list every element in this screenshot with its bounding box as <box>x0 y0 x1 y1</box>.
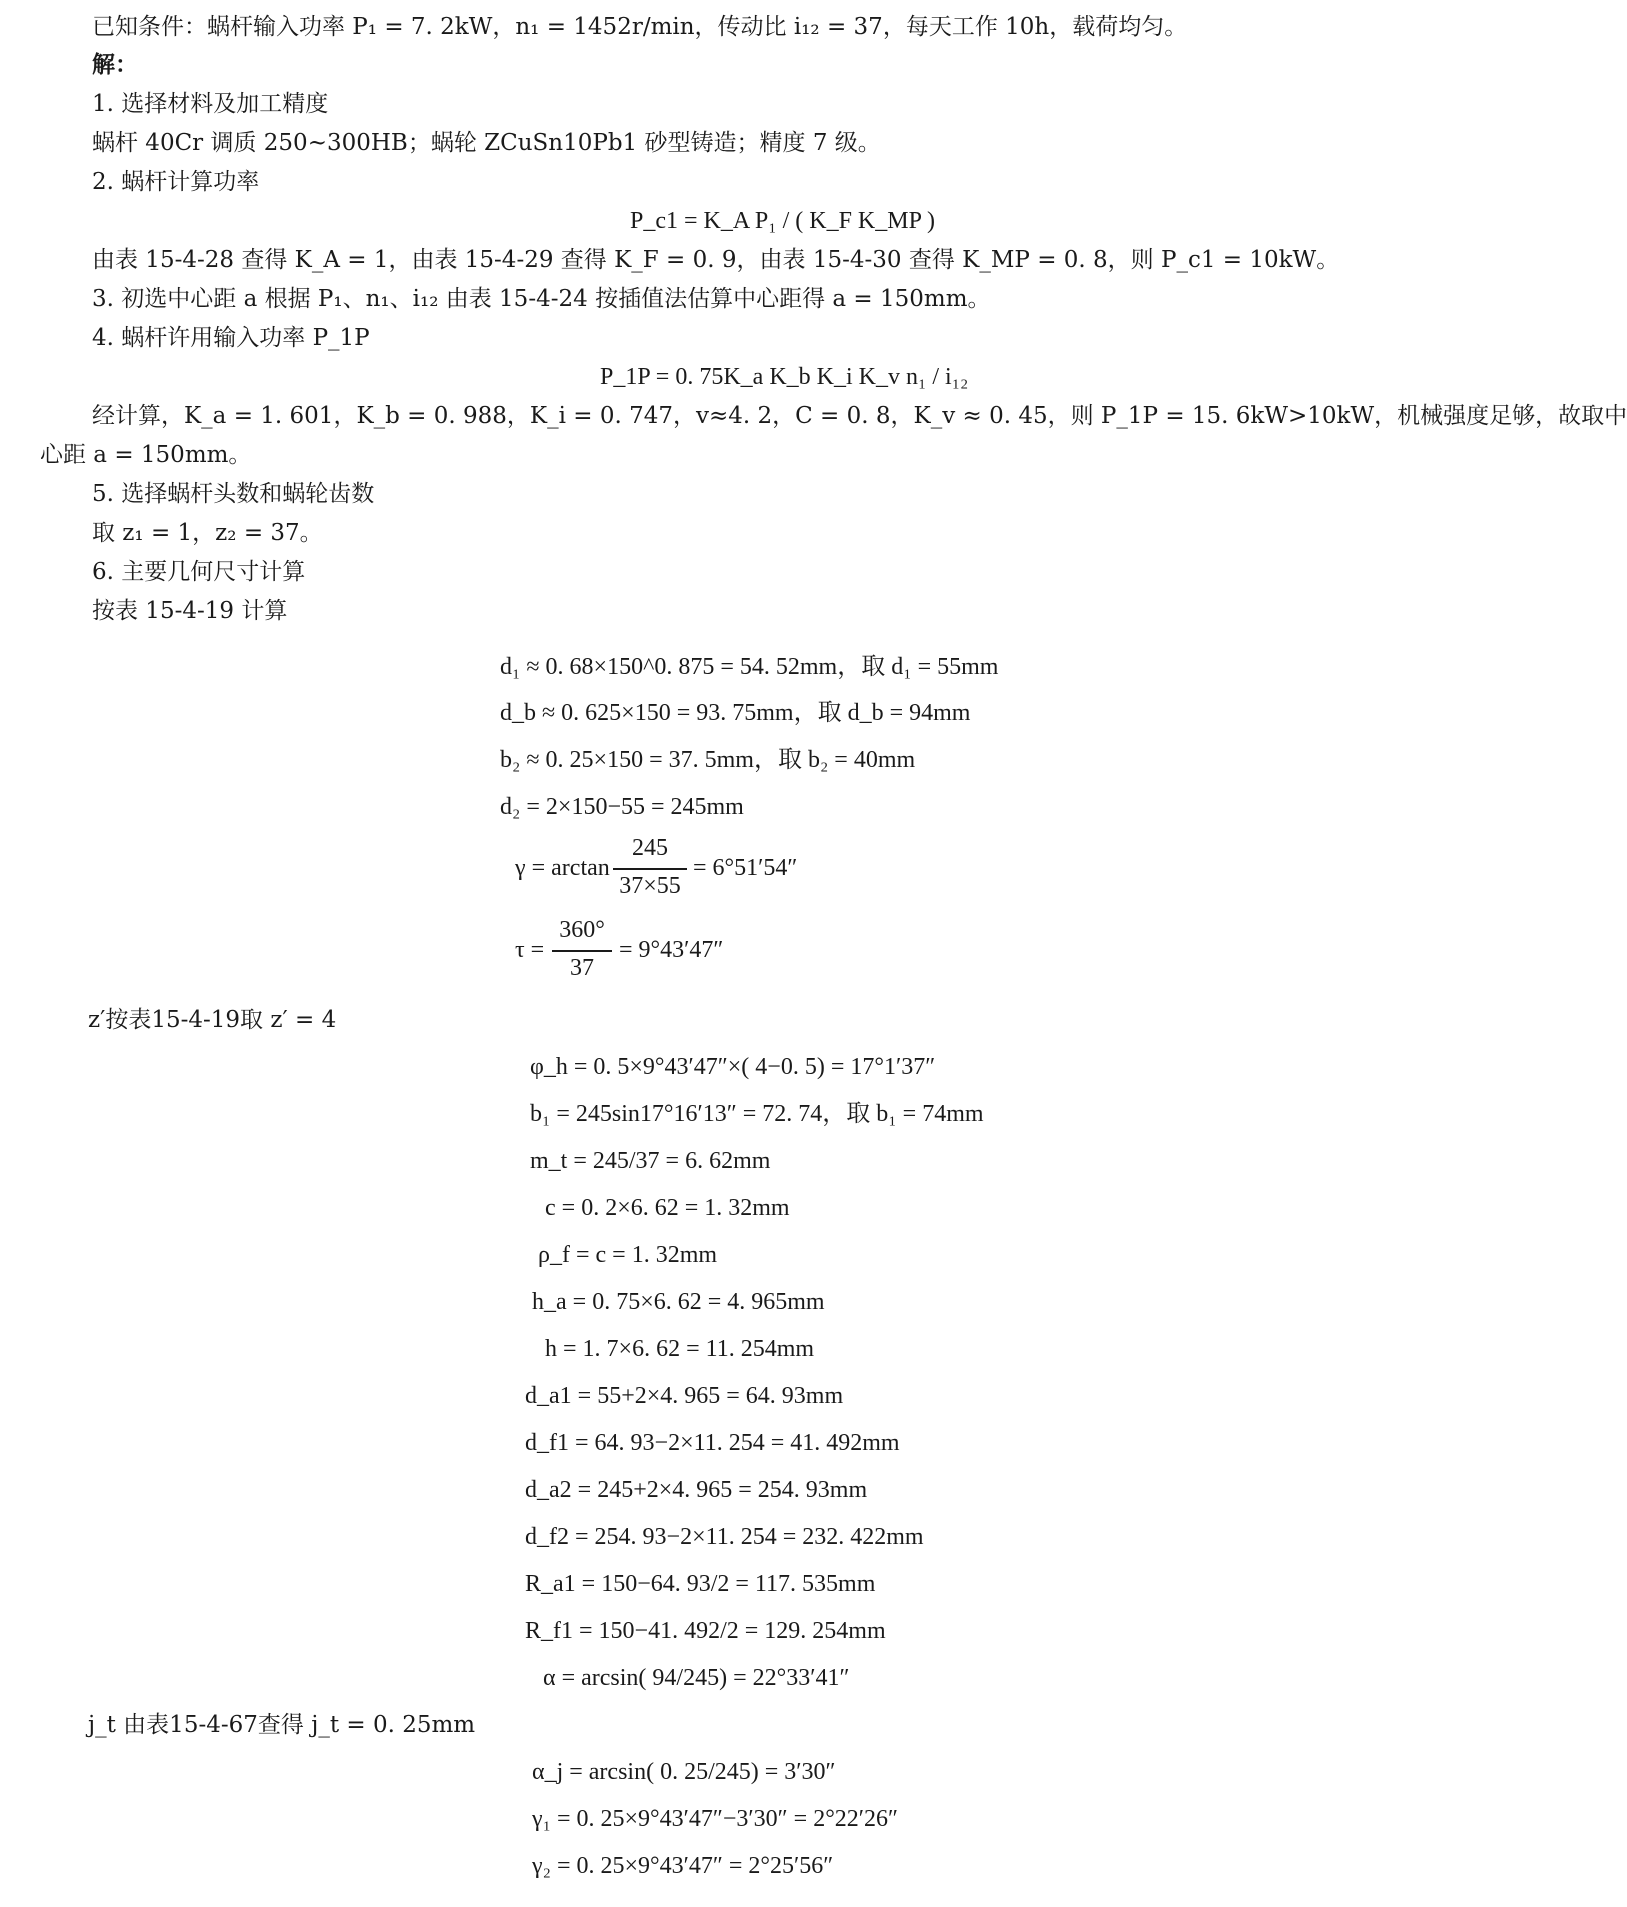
eq-h: h = 1. 7×6. 62 = 11. 254mm <box>545 1336 815 1362</box>
solution-heading: 解： <box>92 51 138 78</box>
eq-gamma-right: = 6°51′54″ <box>693 855 798 881</box>
step-6-heading: 6. 主要几何尺寸计算 <box>92 559 306 585</box>
eq-gamma-bar <box>613 868 687 870</box>
eq-df1: d_f1 = 64. 93−2×11. 254 = 41. 492mm <box>525 1430 900 1456</box>
eq-c: c = 0. 2×6. 62 = 1. 32mm <box>545 1195 790 1221</box>
step-4-text: 经计算，K_a = 1. 601，K_b = 0. 988，K_i = 0. 747，v≈4. 2，C = 0. 8，K_v ≈ 0. 45，则 P_1P = 15. 6kW>10kW，机械强度足够，故取中 <box>92 403 1627 429</box>
eq-gamma2: γ₂ = 0. 25×9°43′47″ = 2°25′56″ <box>532 1853 834 1879</box>
eq-da1: d_a1 = 55+2×4. 965 = 64. 93mm <box>525 1383 844 1409</box>
given-conditions: 已知条件：蜗杆输入功率 P₁ = 7. 2kW，n₁ = 1452r/min，传动比 i₁₂ = 37，每天工作 10h，载荷均匀。 <box>92 14 1188 40</box>
eq-mt: m_t = 245/37 = 6. 62mm <box>530 1148 771 1174</box>
eq-p1p: P_1P = 0. 75K_a K_b K_i K_v n₁ / i₁₂ <box>600 364 969 390</box>
eq-gamma <box>515 835 798 905</box>
eq-tau <box>515 917 735 987</box>
eq-tau-left: τ = <box>515 937 545 963</box>
eq-tau-den: 37 <box>570 955 594 981</box>
eq-gamma-den: 37×55 <box>619 873 681 899</box>
step-3-text: 3. 初选中心距 a 根据 P₁、n₁、i₁₂ 由表 15-4-24 按插值法估算中心距得 a = 150mm。 <box>92 286 991 312</box>
eq-phih: φ_h = 0. 5×9°43′47″×( 4−0. 5) = 17°1′37″ <box>530 1054 936 1080</box>
eq-db: d_b ≈ 0. 625×150 = 93. 75mm，取 d_b = 94mm <box>500 700 971 726</box>
eq-ha: h_a = 0. 75×6. 62 = 4. 965mm <box>532 1289 825 1315</box>
eq-gamma-left: γ = arctan <box>515 855 610 881</box>
eq-alphaj: α_j = arcsin( 0. 25/245) = 3′30″ <box>532 1759 836 1785</box>
eq-df2: d_f2 = 254. 93−2×11. 254 = 232. 422mm <box>525 1524 924 1550</box>
eq-d2: d₂ = 2×150−55 = 245mm <box>500 794 744 820</box>
eq-rhof: ρ_f = c = 1. 32mm <box>538 1242 718 1268</box>
eq-tau-num: 360° <box>559 917 605 943</box>
eq-b1: b₁ = 245sin17°16′13″ = 72. 74，取 b₁ = 74mm <box>530 1101 984 1127</box>
step-2-text: 由表 15-4-28 查得 K_A = 1，由表 15-4-29 查得 K_F = 0. 9，由表 15-4-30 查得 K_MP = 0. 8，则 P_c1 = 10kW。 <box>92 247 1340 273</box>
eq-rf1: R_f1 = 150−41. 492/2 = 129. 254mm <box>525 1618 886 1644</box>
jt-text: j_t 由表15-4-67查得 j_t = 0. 25mm <box>88 1712 476 1738</box>
eq-tau-right: = 9°43′47″ <box>619 937 724 963</box>
eq-d1: d₁ ≈ 0. 68×150^0. 875 = 54. 52mm，取 d₁ = 55mm <box>500 654 999 680</box>
step-4-text-cont: 心距 a = 150mm。 <box>40 442 252 468</box>
step-1-text: 蜗杆 40Cr 调质 250~300HB；蜗轮 ZCuSn10Pb1 砂型铸造；精度 7 级。 <box>92 130 881 156</box>
eq-tau-bar <box>552 950 612 952</box>
eq-gamma1: γ₁ = 0. 25×9°43′47″−3′30″ = 2°22′26″ <box>532 1806 899 1832</box>
eq-b2: b₂ ≈ 0. 25×150 = 37. 5mm，取 b₂ = 40mm <box>500 747 916 773</box>
step-2-heading: 2. 蜗杆计算功率 <box>92 169 260 195</box>
step-6-text: 按表 15-4-19 计算 <box>92 598 288 624</box>
step-5-text: 取 z₁ = 1，z₂ = 37。 <box>92 520 323 546</box>
eq-alpha: α = arcsin( 94/245) = 22°33′41″ <box>543 1665 850 1691</box>
step-4-heading: 4. 蜗杆许用输入功率 P_1P <box>92 325 370 351</box>
step-1-heading: 1. 选择材料及加工精度 <box>92 91 329 117</box>
step-5-heading: 5. 选择蜗杆头数和蜗轮齿数 <box>92 481 375 507</box>
eq-ra1: R_a1 = 150−64. 93/2 = 117. 535mm <box>525 1571 876 1597</box>
eq-da2: d_a2 = 245+2×4. 965 = 254. 93mm <box>525 1477 868 1503</box>
z-prime-text: z′按表15-4-19取 z′ = 4 <box>88 1007 337 1033</box>
eq-pc1: P_c1 = K_A P₁ / ( K_F K_MP ) <box>630 208 936 234</box>
eq-gamma-num: 245 <box>632 835 668 861</box>
